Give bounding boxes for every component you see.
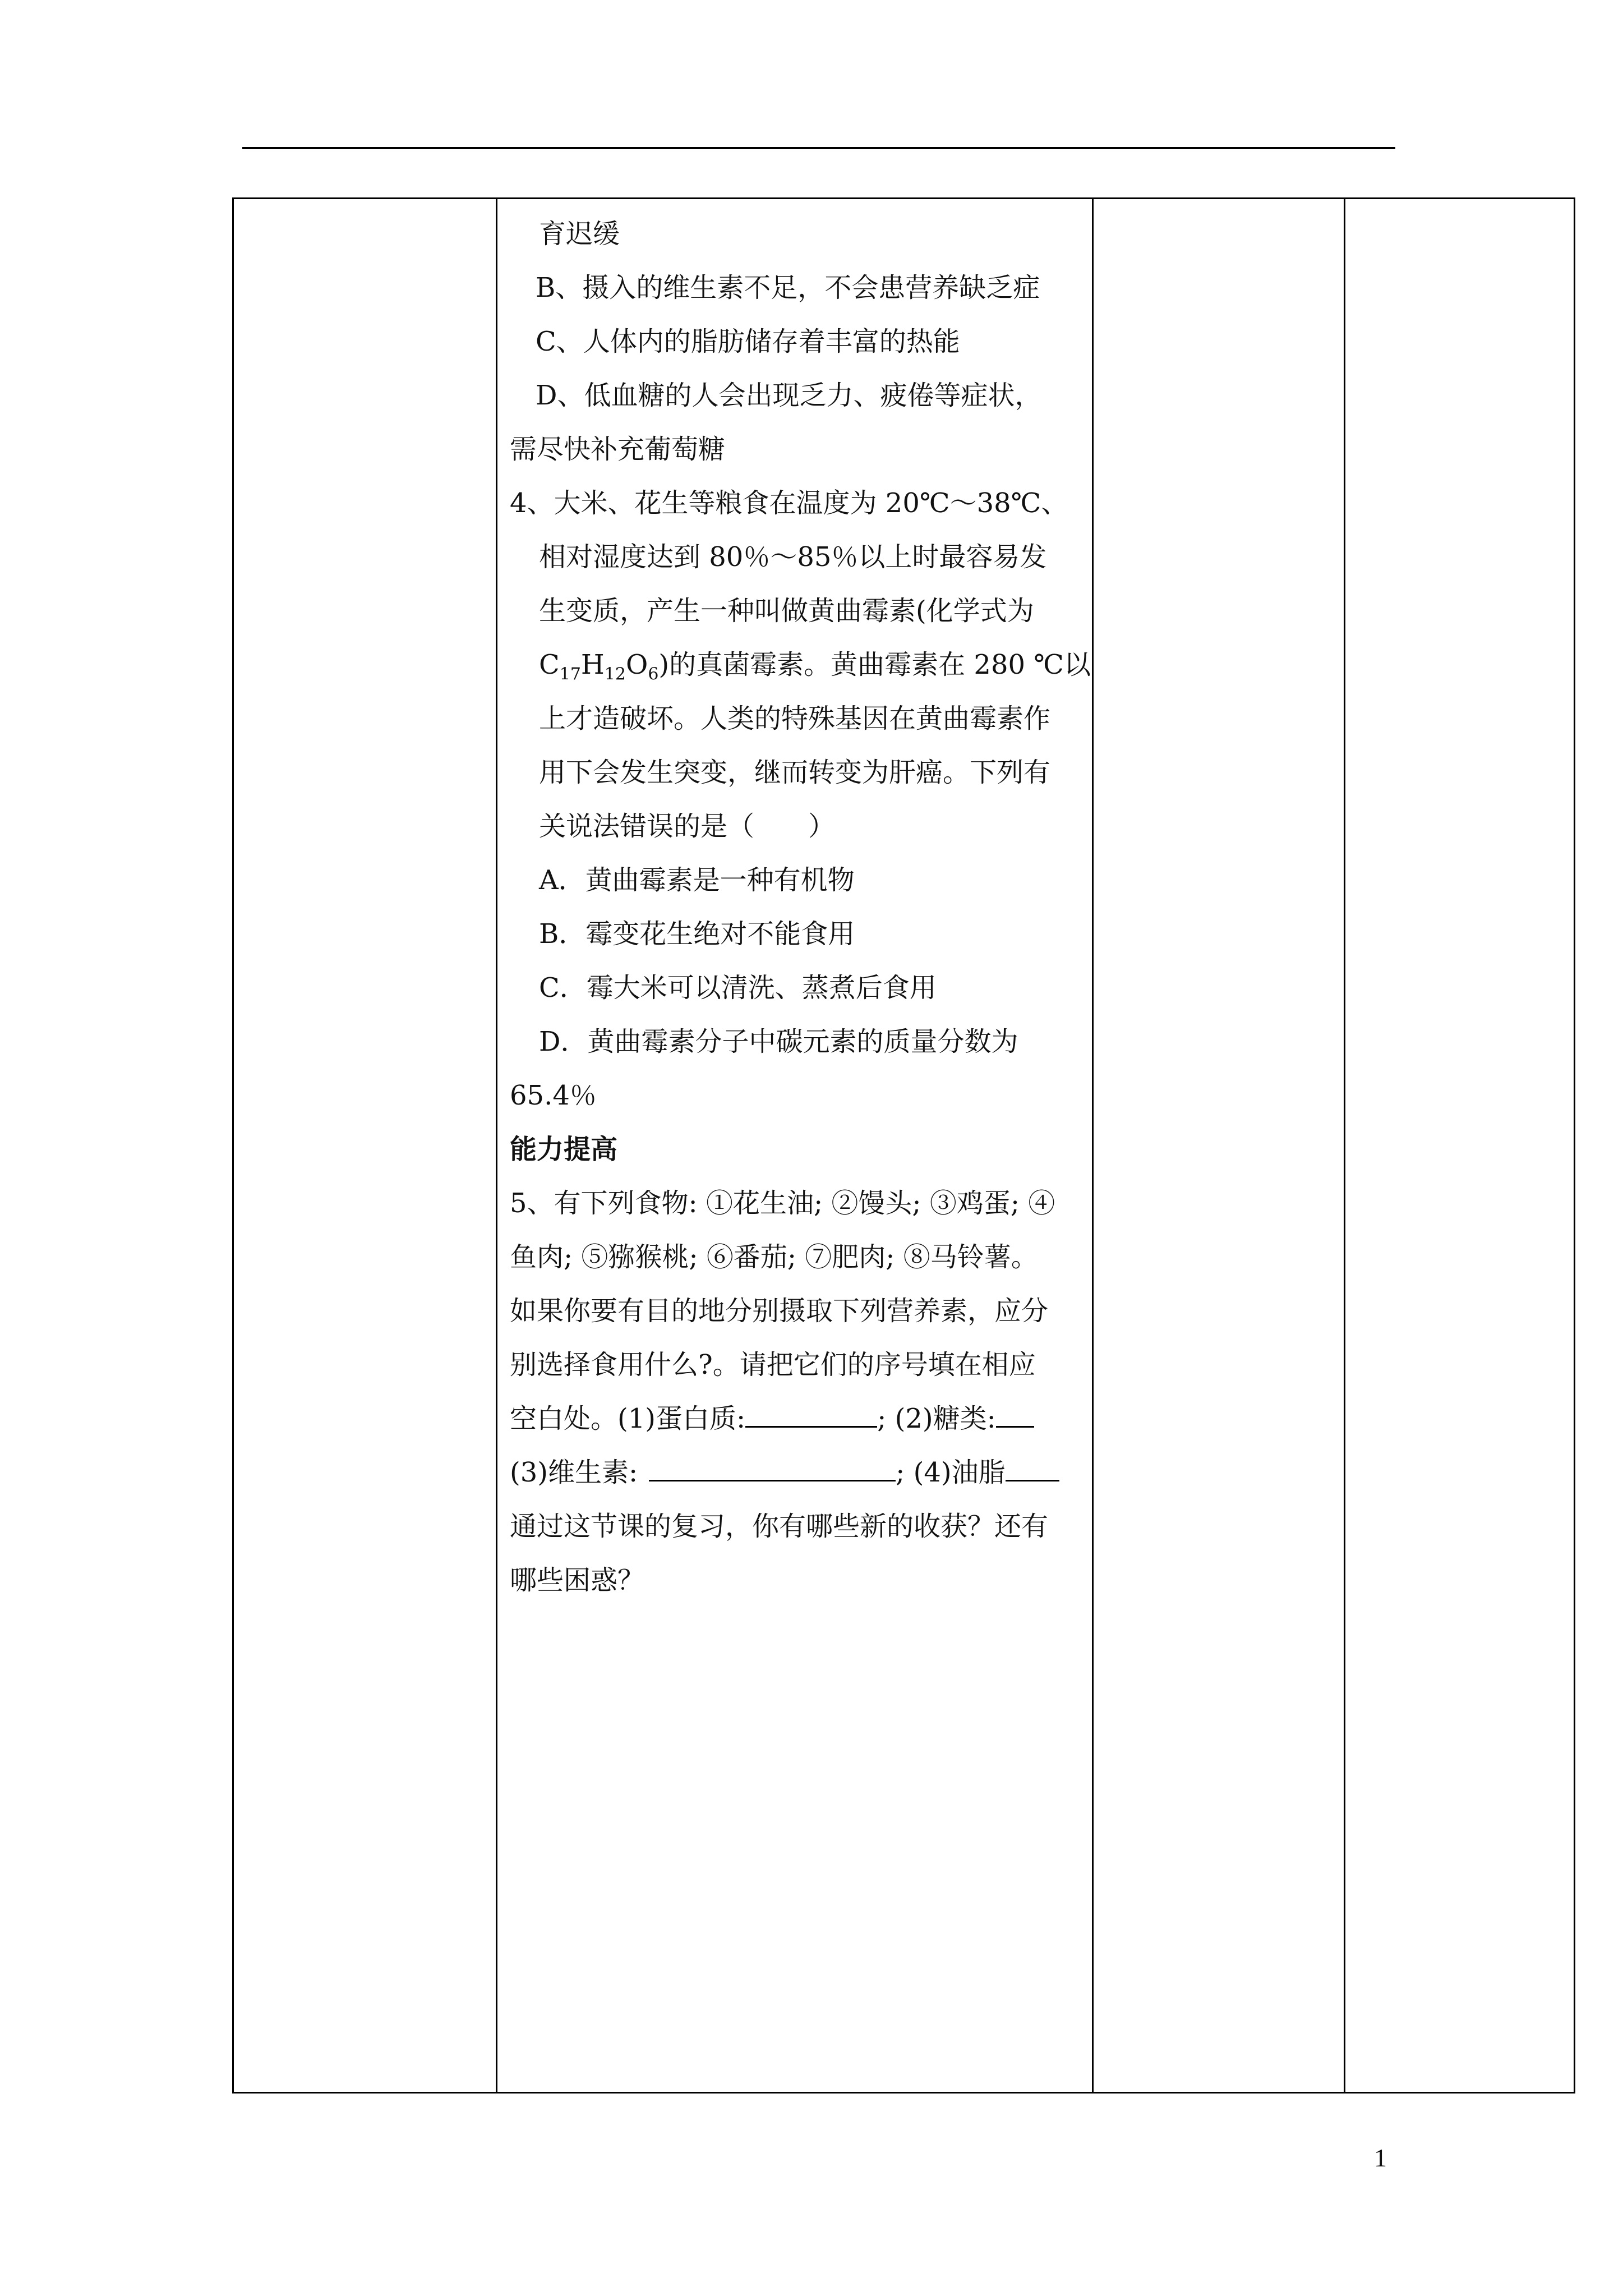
protein-label: 空白处。(1)蛋白质: (510, 1403, 746, 1434)
text-line: 关说法错误的是（ ） (539, 811, 836, 842)
sugar-label: ; (2)糖类: (877, 1403, 996, 1434)
option-a-line: A．黄曲霉素是一种有机物 (539, 864, 855, 896)
option-c-line: C、人体内的脂肪储存着丰富的热能 (536, 326, 960, 357)
content-column-cell (497, 199, 1093, 2093)
option-b-line: B、摄入的维生素不足，不会患营养缺乏症 (536, 272, 1040, 303)
text-line: 鱼肉; ⑤猕猴桃; ⑥番茄; ⑦肥肉; ⑧马铃薯。 (510, 1241, 1038, 1273)
text-line: 需尽快补充葡萄糖 (510, 434, 726, 465)
reflection-line: 哪些困惑？ (510, 1565, 645, 1596)
formula-h-subscript: 12 (604, 664, 626, 684)
formula-rest: )的真菌霉素。黄曲霉素在 280 ℃以 (658, 649, 1091, 680)
vitamin-label: (3)维生素: (510, 1457, 638, 1488)
option-d-line: D．黄曲霉素分子中碳元素的质量分数为 (539, 1026, 1018, 1057)
formula-c-subscript: 17 (559, 664, 581, 684)
text-line: 相对湿度达到 80％～85％以上时最容易发 (539, 541, 1047, 573)
left-column-cell (233, 199, 497, 2093)
header-rule (242, 147, 1395, 149)
fill-blank-line (510, 1446, 1082, 1499)
text-line: 别选择食用什么?。请把它们的序号填在相应 (510, 1349, 1036, 1381)
text-line: 用下会发生突变，继而转变为肝癌。下列有 (539, 757, 1051, 788)
table-row (233, 199, 1575, 2093)
text-line: 65.4％ (510, 1080, 597, 1111)
lesson-table (232, 197, 1575, 2093)
section-heading: 能力提高 (510, 1134, 618, 1165)
fat-blank (1006, 1455, 1059, 1481)
formula-h: H (580, 649, 605, 680)
text-line: 生变质，产生一种叫做黄曲霉素(化学式为 (539, 595, 1034, 627)
formula-c: C (539, 649, 560, 680)
formula-o: O (625, 649, 648, 680)
question-5-line: 5、有下列食物: ①花生油; ②馒头; ③鸡蛋; ④ (510, 1188, 1055, 1219)
formula-line (510, 638, 1091, 692)
option-d-line: D、低血糖的人会出现乏力、疲倦等症状， (536, 380, 1042, 411)
formula-o-subscript: 6 (648, 664, 659, 684)
fill-blank-line (510, 1392, 1082, 1446)
sugar-blank (996, 1401, 1034, 1428)
text-line: 育迟缓 (539, 218, 620, 250)
option-b-line: B．霉变花生绝对不能食用 (539, 918, 855, 950)
reflection-line: 通过这节课的复习，你有哪些新的收获？还有 (510, 1511, 1049, 1542)
question-4-line: 4、大米、花生等粮食在温度为 20℃～38℃、 (510, 487, 1068, 519)
fat-label: ; (4)油脂 (896, 1457, 1006, 1488)
option-c-line: C．霉大米可以清洗、蒸煮后食用 (539, 972, 937, 1004)
third-column-cell (1093, 199, 1345, 2093)
vitamin-blank (649, 1455, 896, 1481)
text-line: 如果你要有目的地分别摄取下列营养素，应分 (510, 1295, 1049, 1327)
page-number: 1 (1374, 2143, 1387, 2172)
protein-blank (745, 1401, 877, 1428)
fourth-column-cell (1345, 199, 1575, 2093)
text-line: 上才造破坏。人类的特殊基因在黄曲霉素作 (539, 703, 1051, 734)
question-content (497, 199, 1092, 1607)
